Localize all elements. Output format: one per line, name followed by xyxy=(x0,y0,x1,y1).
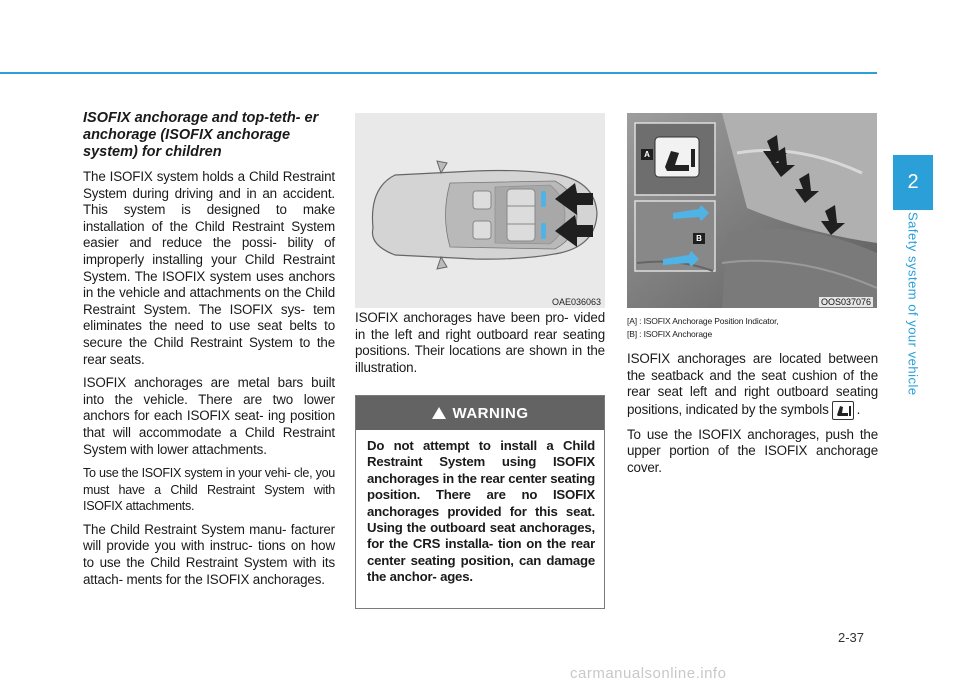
text: . xyxy=(856,401,861,417)
header-rule xyxy=(0,72,877,74)
caption-a: [A] : ISOFIX Anchorage Position Indicator, xyxy=(627,316,779,326)
page-number: 2-37 xyxy=(838,630,865,645)
caption-b: [B] : ISOFIX Anchorage xyxy=(627,329,713,339)
paragraph: The Child Restraint System manu- facturer will provide you with instruc- tions on how to use the Child Restraint System with its attach- ments for the ISOFIX anchorages. xyxy=(83,521,335,587)
section-heading: ISOFIX anchorage and top-teth- er anchorage (ISOFIX anchorage system) for children xyxy=(83,110,319,160)
figure-code: OOS037076 xyxy=(820,297,871,307)
figure-code: OAE036063 xyxy=(551,297,601,307)
warning-header xyxy=(356,396,604,430)
paragraph: To use the ISOFIX system in your vehi- cle, you must have a Child Restraint System with ISOFIX attachments. xyxy=(83,466,335,514)
warning-title: WARNING xyxy=(452,404,529,422)
column-2 xyxy=(355,310,605,383)
car-illustration xyxy=(355,113,605,308)
paragraph: To use the ISOFIX anchorages, push the upper portion of the ISOFIX anchorage cover. xyxy=(627,426,878,475)
chapter-tab[interactable] xyxy=(893,155,933,210)
isofix-symbol-icon xyxy=(832,401,854,420)
rear-seat-figure xyxy=(627,113,877,308)
label-a: A xyxy=(641,149,653,160)
chapter-title: Safety system of your vehicle xyxy=(905,212,921,396)
paragraph xyxy=(627,351,878,420)
warning-box xyxy=(355,395,605,609)
chapter-number: 2 xyxy=(907,171,919,193)
watermark: carmanualsonline.info xyxy=(570,665,727,682)
label-b: B xyxy=(693,233,705,244)
seat-illustration xyxy=(627,113,877,308)
column-1 xyxy=(83,110,335,595)
column-3 xyxy=(627,315,878,484)
warning-text: Do not attempt to install a Child Restraint System using ISOFIX anchorages in the rear center seating position. There are no ISOFIX anchorages provided for this seat. Using the outboard seat anchorages, for the CRS installa- tion on the rear center seating position, can damage the anchor- ages. xyxy=(367,438,595,585)
paragraph: The ISOFIX system holds a Child Restraint System during driving and in an accident. This system is designed to make installation of the Child Restraint System easier and reduce the possi- bility of improperly installing your Child Restraint System. The ISOFIX system uses anchors in the vehicle and attachments on the Child Restraint System. The ISOFIX sys- tem eliminates the need to use seat belts to secure the Child Restraint System to the rear seats. xyxy=(83,169,335,367)
paragraph: ISOFIX anchorages have been pro- vided in the left and right outboard rear seating positions. Their locations are shown in the illustration. xyxy=(355,310,605,375)
warning-icon xyxy=(432,407,446,419)
paragraph: ISOFIX anchorages are metal bars built into the vehicle. There are two lower anchors for each ISOFIX seat- ing position that will accommodate a Child Restraint System with lower attachments. xyxy=(83,375,335,457)
text: ISOFIX anchorages are located between the seatback and the seat cushion of the rear seat left and right outboard seating positions, indicated by the symbols xyxy=(627,351,878,417)
car-top-view-figure xyxy=(355,113,605,308)
